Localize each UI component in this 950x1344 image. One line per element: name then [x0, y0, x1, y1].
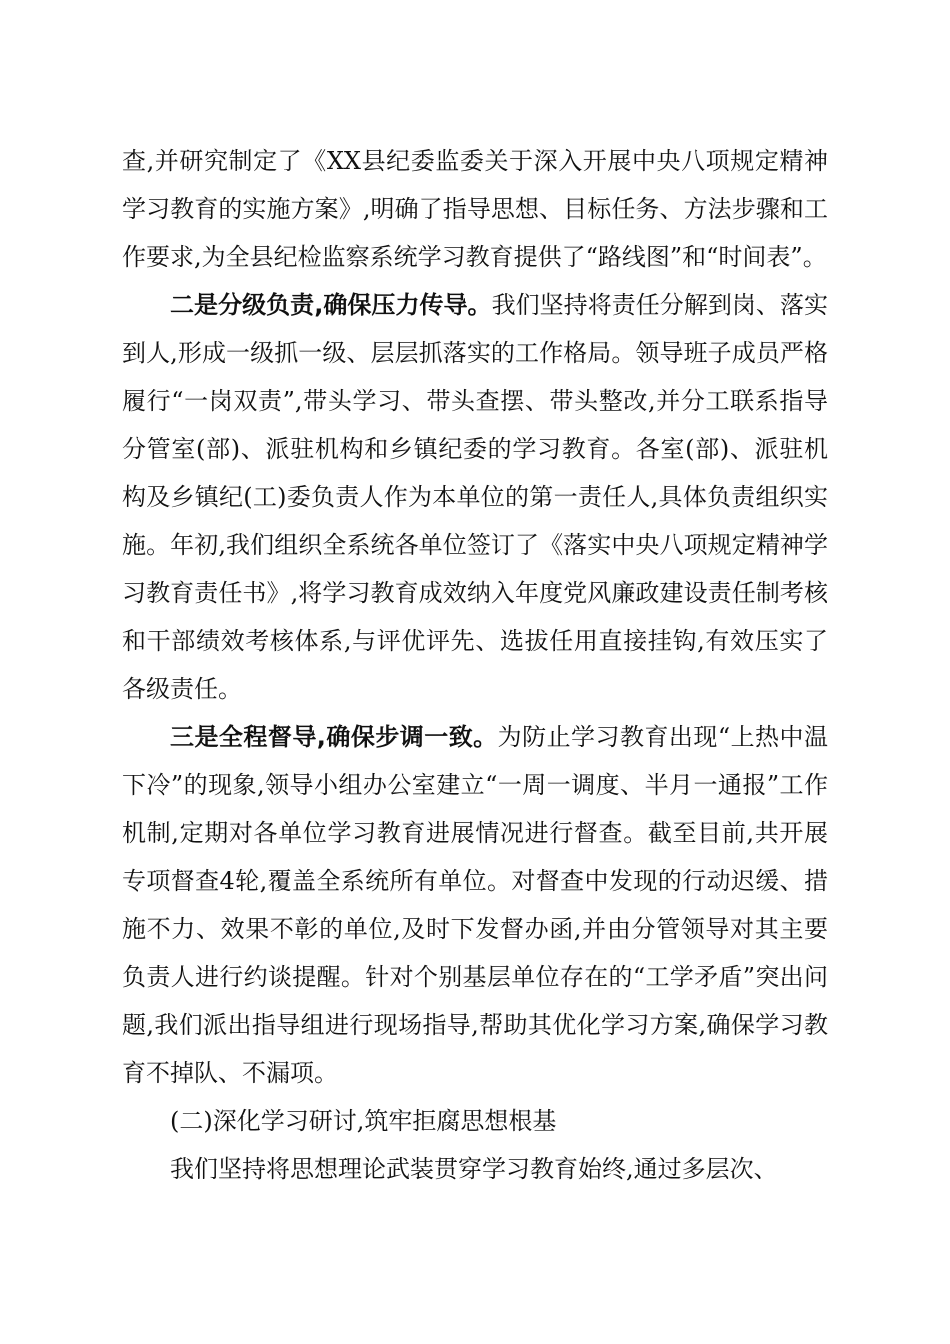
paragraph-responsibility — [122, 281, 828, 713]
paragraph-body-supervision: 为防止学习教育出现“上热中温下冷”的现象,领导小组办公室建立“一周一调度、半月一通报”工作机制,定期对各单位学习教育进展情况进行督查。截至目前,共开展专项督查4轮,覆盖全系统所有单位。对督查中发现的行动迟缓、措施不力、效果不彰的单位,及时下发督办函,并由分管领导对其主要负责人进行约谈提醒。针对个别基层单位存在的“工学矛盾”突出问题,我们派出指导组进行现场指导,帮助其优化学习方案,确保学习教育不掉队、不漏项。 — [122, 723, 828, 1087]
paragraph-study: 我们坚持将思想理论武装贯穿学习教育始终,通过多层次、 — [170, 1155, 778, 1183]
paragraph-continued: 查,并研究制定了《XX县纪委监委关于深入开展中央八项规定精神学习教育的实施方案》,明确了指导思想、目标任务、方法步骤和工作要求,为全县纪检监察系统学习教育提供了“路线图”和“时间表”。 — [122, 147, 828, 271]
paragraph-lead-supervision: 三是全程督导,确保步调一致。 — [170, 723, 498, 751]
document-body — [122, 137, 828, 1193]
section-subheading: (二)深化学习研讨,筑牢拒腐思想根基 — [170, 1107, 557, 1135]
paragraph-supervision — [122, 713, 828, 1097]
paragraph-lead-responsibility: 二是分级负责,确保压力传导。 — [170, 291, 492, 319]
paragraph-body-responsibility: 我们坚持将责任分解到岗、落实到人,形成一级抓一级、层层抓落实的工作格局。领导班子成员严格履行“一岗双责”,带头学习、带头查摆、带头整改,并分工联系指导分管室(部)、派驻机构和乡镇纪委的学习教育。各室(部)、派驻机构及乡镇纪(工)委负责人作为本单位的第一责任人,具体负责组织实施。年初,我们组织全系统各单位签订了《落实中央八项规定精神学习教育责任书》,将学习教育成效纳入年度党风廉政建设责任制考核和干部绩效考核体系,与评优评先、选拔任用直接挂钩,有效压实了各级责任。 — [122, 291, 828, 703]
